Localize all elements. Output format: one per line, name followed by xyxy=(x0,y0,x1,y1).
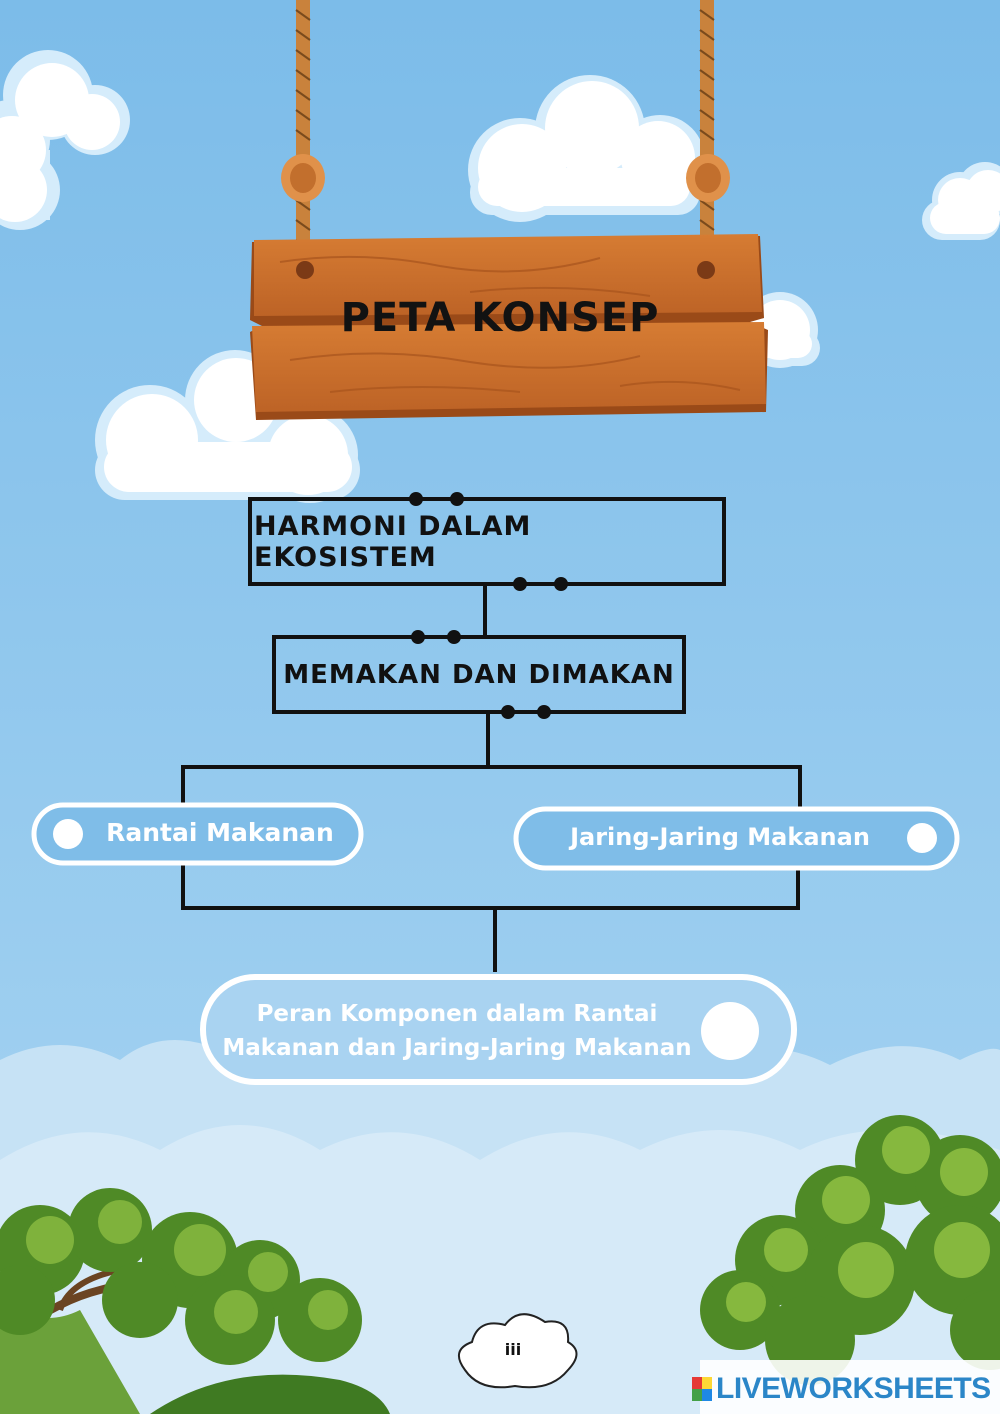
node-right-label: Jaring-Jaring Makanan xyxy=(570,823,870,851)
pill-bottom-dot xyxy=(701,1002,759,1060)
page-number: iii xyxy=(504,1340,522,1359)
page-title: PETA KONSEP xyxy=(340,295,660,341)
node-level2-label: MEMAKAN DAN DIMAKAN xyxy=(283,659,675,690)
pill-left-dot xyxy=(53,819,83,849)
brand-name: LIVEWORKSHEETS xyxy=(716,1372,991,1405)
pill-right-dot xyxy=(907,823,937,853)
node-bottom-label-line1: Peran Komponen dalam Rantai xyxy=(256,1001,658,1027)
node-root-label: HARMONI DALAM EKOSISTEM xyxy=(254,510,532,573)
brand-logo-icon xyxy=(692,1377,712,1401)
node-left-label: Rantai Makanan xyxy=(106,818,334,847)
brand-watermark xyxy=(692,1372,991,1406)
node-bottom-label-line2: Makanan dan Jaring-Jaring Makanan xyxy=(222,1035,692,1061)
